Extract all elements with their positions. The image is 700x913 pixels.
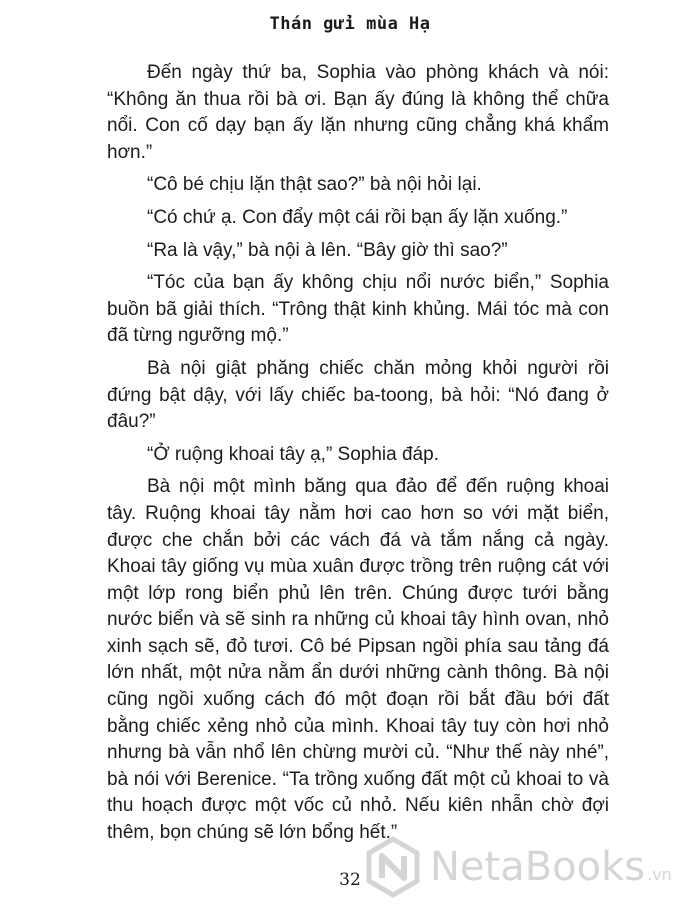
paragraph-7: “Ở ruộng khoai tây ạ,” Sophia đáp. [147,443,439,465]
watermark-brand: NetaBooks [430,844,646,890]
watermark [362,836,672,898]
paragraph-1: Đến ngày thứ ba, Sophia vào phòng khách và nói: “Không ăn thua rồi bà ơi. Bạn ấy đúng là không thể chữa nổi. Con cố dạy bạn ấy lặn nhưng cũng chẳng khá khẩm hơn.” [107,62,609,163]
watermark-suffix: .vn [647,865,672,884]
paragraph-4: “Ra là vậy,” bà nội à lên. “Bây giờ thì sao?” [147,239,508,261]
paragraph-6: Bà nội giật phăng chiếc chăn mỏng khỏi người rồi đứng bật dậy, với lấy chiếc ba-toong, bà hỏi: “Nó đang ở đâu?” [107,357,609,433]
paragraph-2: “Cô bé chịu lặn thật sao?” bà nội hỏi lại. [147,174,482,196]
watermark-text [430,844,672,890]
page-number: 32 [339,870,361,890]
paragraph-8: Bà nội một mình băng qua đảo để đến ruộng khoai tây. Ruộng khoai tây nằm hơi cao hơn so với mặt biển, được che chắn bởi các vách đá và tắm nắng cả ngày. Khoai tây giống vụ mùa xuân được trồng trên ruộng cát với một lớp rong biển phủ lên trên. Chúng được tưới bằng nước biển và sẽ sinh ra những củ khoai tây hình ovan, nhỏ xinh sạch sẽ, đỏ tươi. Cô bé Pipsan ngồi phía sau tảng đá lớn nhất, một nửa nằm ẩn dưới những cành thông. Bà nội cũng ngồi xuống cách đó một đoạn rồi bắt đầu bới đất bằng chiếc xẻng nhỏ của mình. Khoai tây tuy còn hơi nhỏ nhưng bà vẫn nhổ lên chừng mười củ. “Như thế này nhé”, bà nói với Berenice. “Ta trồng xuống đất một củ khoai to và thu hoạch được một vốc củ nhỏ. Nếu kiên nhẫn chờ đợi thêm, bọn chúng sẽ lớn bổng hết.” [107,476,609,844]
netabooks-logo-icon [362,836,424,898]
page-header-title: Thán gửi mùa Hạ [269,14,431,34]
page-body [107,60,609,853]
paragraph-3: “Có chứ ạ. Con đẩy một cái rồi bạn ấy lặn xuống.” [147,206,568,228]
paragraph-5: “Tóc của bạn ấy không chịu nổi nước biển,” Sophia buồn bã giải thích. “Trông thật kinh khủng. Mái tóc mà con đã từng ngưỡng mộ.” [107,272,609,347]
